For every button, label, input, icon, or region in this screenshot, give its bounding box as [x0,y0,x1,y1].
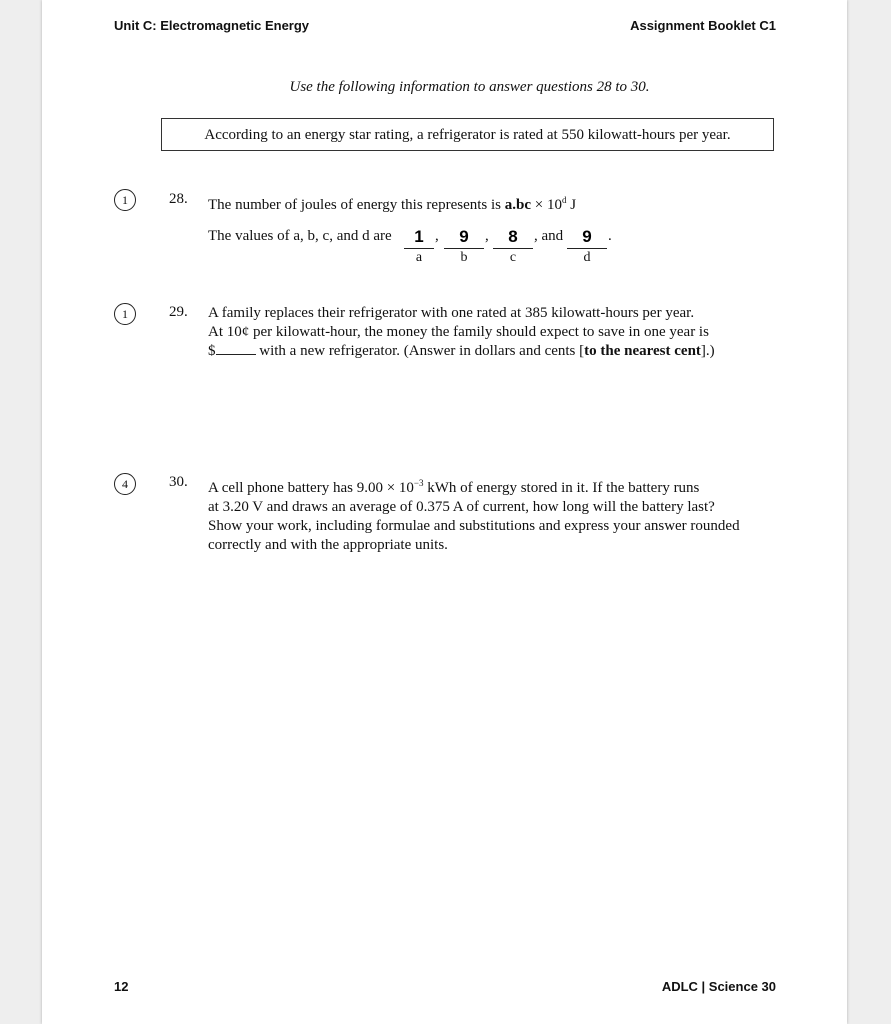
page-number: 12 [114,979,129,994]
answer-blank-dollars[interactable] [216,342,256,355]
footer-publisher: ADLC | Science 30 [661,979,776,994]
marks-circle-q29: 1 [114,303,136,325]
variable-label-a: a [415,250,423,265]
question-number-28: 28. [169,191,188,207]
answer-blank-c[interactable]: 8 [493,228,533,249]
answer-blank-d[interactable]: 9 [567,228,607,249]
header-booklet-title: Assignment Booklet C1 [630,18,776,33]
variable-label-b: b [460,250,468,265]
formula-abc: a.bc [504,197,531,213]
question-28-line1: The number of joules of energy this represents is a.bc × 10$^d$ J [208,195,577,213]
question-28-answer-line: The values of a, b, c, and d are 1 , 9 , 8 , and 9 . a b c d [208,227,612,265]
question-number-30: 30. [169,474,188,490]
document-page [42,0,847,1024]
variable-label-d: d [583,250,591,265]
question-number-29: 29. [169,304,188,320]
answer-blank-a[interactable]: 1 [404,228,434,249]
marks-circle-q30: 4 [114,473,136,495]
marks-circle-q28: 1 [114,189,136,211]
variable-label-c: c [509,250,517,265]
info-box: According to an energy star rating, a refrigerator is rated at 550 kilowatt-hours per year. [161,118,774,151]
question-30-text: A cell phone battery has $9.00 \times 10^{-3}$ kWh of energy stored in it. If the battery runs at 3.20 V and draws an average of 0.375 A of current, how long will the battery last? Show your work, including formulae and substitutions and express your answer rounded correctly and with the appropriate units. [208,478,740,553]
answer-blank-b[interactable]: 9 [444,228,484,249]
intro-instruction: Use the following information to answer questions 28 to 30. [289,79,650,95]
question-29-text: A family replaces their refrigerator with one rated at 385 kilowatt-hours per year. At 10¢ per kilowatt-hour, the money the family should expect to save in one year is $ with a new refrigerator. (Answer in dollars and cents [to the nearest cent].) [208,305,715,359]
header-unit-title: Unit C: Electromagnetic Energy [114,18,310,33]
